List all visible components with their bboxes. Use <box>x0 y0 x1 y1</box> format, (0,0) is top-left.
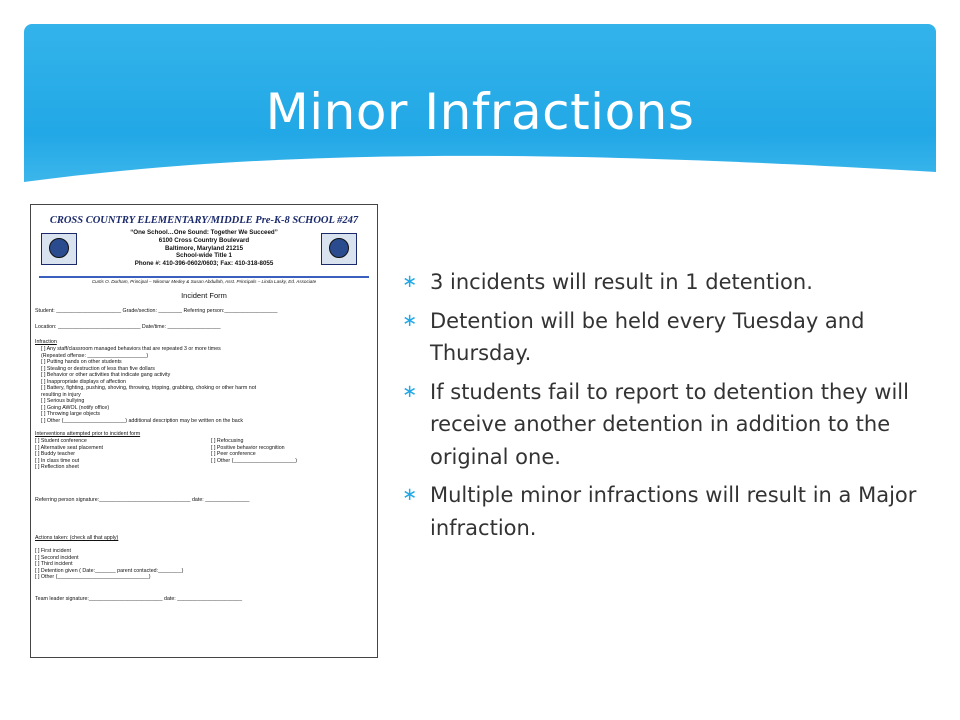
infraction-item: [ ] Behavior or other activities that indicate gang activity <box>41 372 171 378</box>
form-divider <box>39 276 369 278</box>
asterisk-bullet-icon: ∗ <box>402 484 418 505</box>
form-title: Incident Form <box>181 291 227 300</box>
intervention-item: [ ] Buddy teacher <box>35 451 76 457</box>
action-item: [ ] Detention given ( Date:_______ parent contacted:________) <box>35 567 184 574</box>
form-school-name: CROSS COUNTRY ELEMENTARY/MIDDLE Pre-K-8 SCHOOL #247 <box>49 215 359 226</box>
infraction-item: resulting in injury <box>41 391 81 398</box>
title-banner <box>24 24 936 224</box>
form-address-1: 6100 Cross Country Boulevard <box>158 236 250 244</box>
action-item: [ ] First incident <box>35 548 71 554</box>
actions-heading: Actions taken: (check all that apply) <box>35 535 119 541</box>
bullet-item <box>402 376 932 474</box>
action-item: [ ] Third incident <box>35 561 73 567</box>
bullet-list <box>402 266 932 550</box>
bullet-text: Detention will be held every Tuesday and Thursday. <box>430 308 865 365</box>
interventions-heading: Interventions attempted prior to incident form <box>35 431 141 437</box>
incident-form-image <box>30 204 378 658</box>
form-field-location: Location: ____________________________ Date/time: __________________ <box>35 324 221 330</box>
bullet-text: 3 incidents will result in 1 detention. <box>430 270 813 294</box>
bullet-item <box>402 266 932 299</box>
referring-signature-line: Referring person signature:_______________________________ date: _______________ <box>35 497 250 503</box>
infraction-item: [ ] Other (_____________________) additional description may be written on the back <box>41 417 244 424</box>
slide-title: Minor Infractions <box>265 83 695 141</box>
form-address-2: Baltimore, Maryland 21215 <box>164 244 244 252</box>
infraction-item: [ ] Going AWOL (notify office) <box>41 404 110 411</box>
form-field-student: Student: ______________________ Grade/section: ________ Referring person:__________________ <box>35 308 278 314</box>
intervention-item: [ ] Reflection sheet <box>35 464 79 470</box>
infraction-item: [ ] Battery, fighting, pushing, shoving, throwing, tripping, grabbing, choking or other harm not <box>41 385 257 391</box>
action-item: [ ] Second incident <box>35 554 79 561</box>
infraction-item: (Repeated offense: ____________________) <box>41 352 149 359</box>
asterisk-bullet-icon: ∗ <box>402 271 418 292</box>
bullet-text: If students fail to report to detention they will receive another detention in addition to the original one. <box>430 379 909 469</box>
school-seal-left-icon <box>41 233 77 265</box>
bullet-item <box>402 305 932 370</box>
asterisk-bullet-icon: ∗ <box>402 309 418 331</box>
intervention-item: [ ] Student conference <box>35 438 87 444</box>
infraction-item: [ ] Putting hands on other students <box>41 359 122 365</box>
form-phone: Phone #: 410-396-0602/0603; Fax: 410-318-8055 <box>134 260 274 268</box>
bullet-text: Multiple minor infractions will result in a Major infraction. <box>430 483 917 540</box>
intervention-item: [ ] Positive behavior recognition <box>211 444 285 451</box>
infraction-item: [ ] Serious bullying <box>41 398 85 404</box>
form-staff: Curtis O. Durham, Principal – Nikomar Medey & Susan Abdullah, Asst. Principals – Linda Lasky, Ed. Associate <box>91 279 317 284</box>
infraction-item: [ ] Any staff/classroom managed behaviors that are repeated 3 or more times <box>41 346 221 352</box>
intervention-item: [ ] Peer conference <box>211 451 256 457</box>
form-header <box>91 229 317 268</box>
infraction-item: [ ] Throwing large objects <box>41 411 101 417</box>
form-program: School-wide Title 1 <box>176 252 232 260</box>
infraction-item: [ ] Inappropriate displays of affection <box>41 378 126 385</box>
intervention-item: [ ] In class time out <box>35 457 80 464</box>
infraction-item: [ ] Stealing or destruction of less than five dollars <box>41 365 155 372</box>
asterisk-bullet-icon: ∗ <box>402 380 418 402</box>
action-item: [ ] Other (_______________________________) <box>35 574 151 580</box>
form-motto: “One School…One Sound: Together We Succeed” <box>130 229 278 236</box>
infraction-heading: Infraction <box>35 339 57 345</box>
team-signature-line: Team leader signature:_________________________ date: ______________________ <box>35 596 243 602</box>
intervention-item: [ ] Alternative seat placement <box>35 444 104 451</box>
school-seal-right-icon <box>321 233 357 265</box>
bullet-item <box>402 479 932 544</box>
intervention-item: [ ] Refocusing <box>211 438 244 444</box>
intervention-item: [ ] Other (_____________________) <box>211 457 297 464</box>
